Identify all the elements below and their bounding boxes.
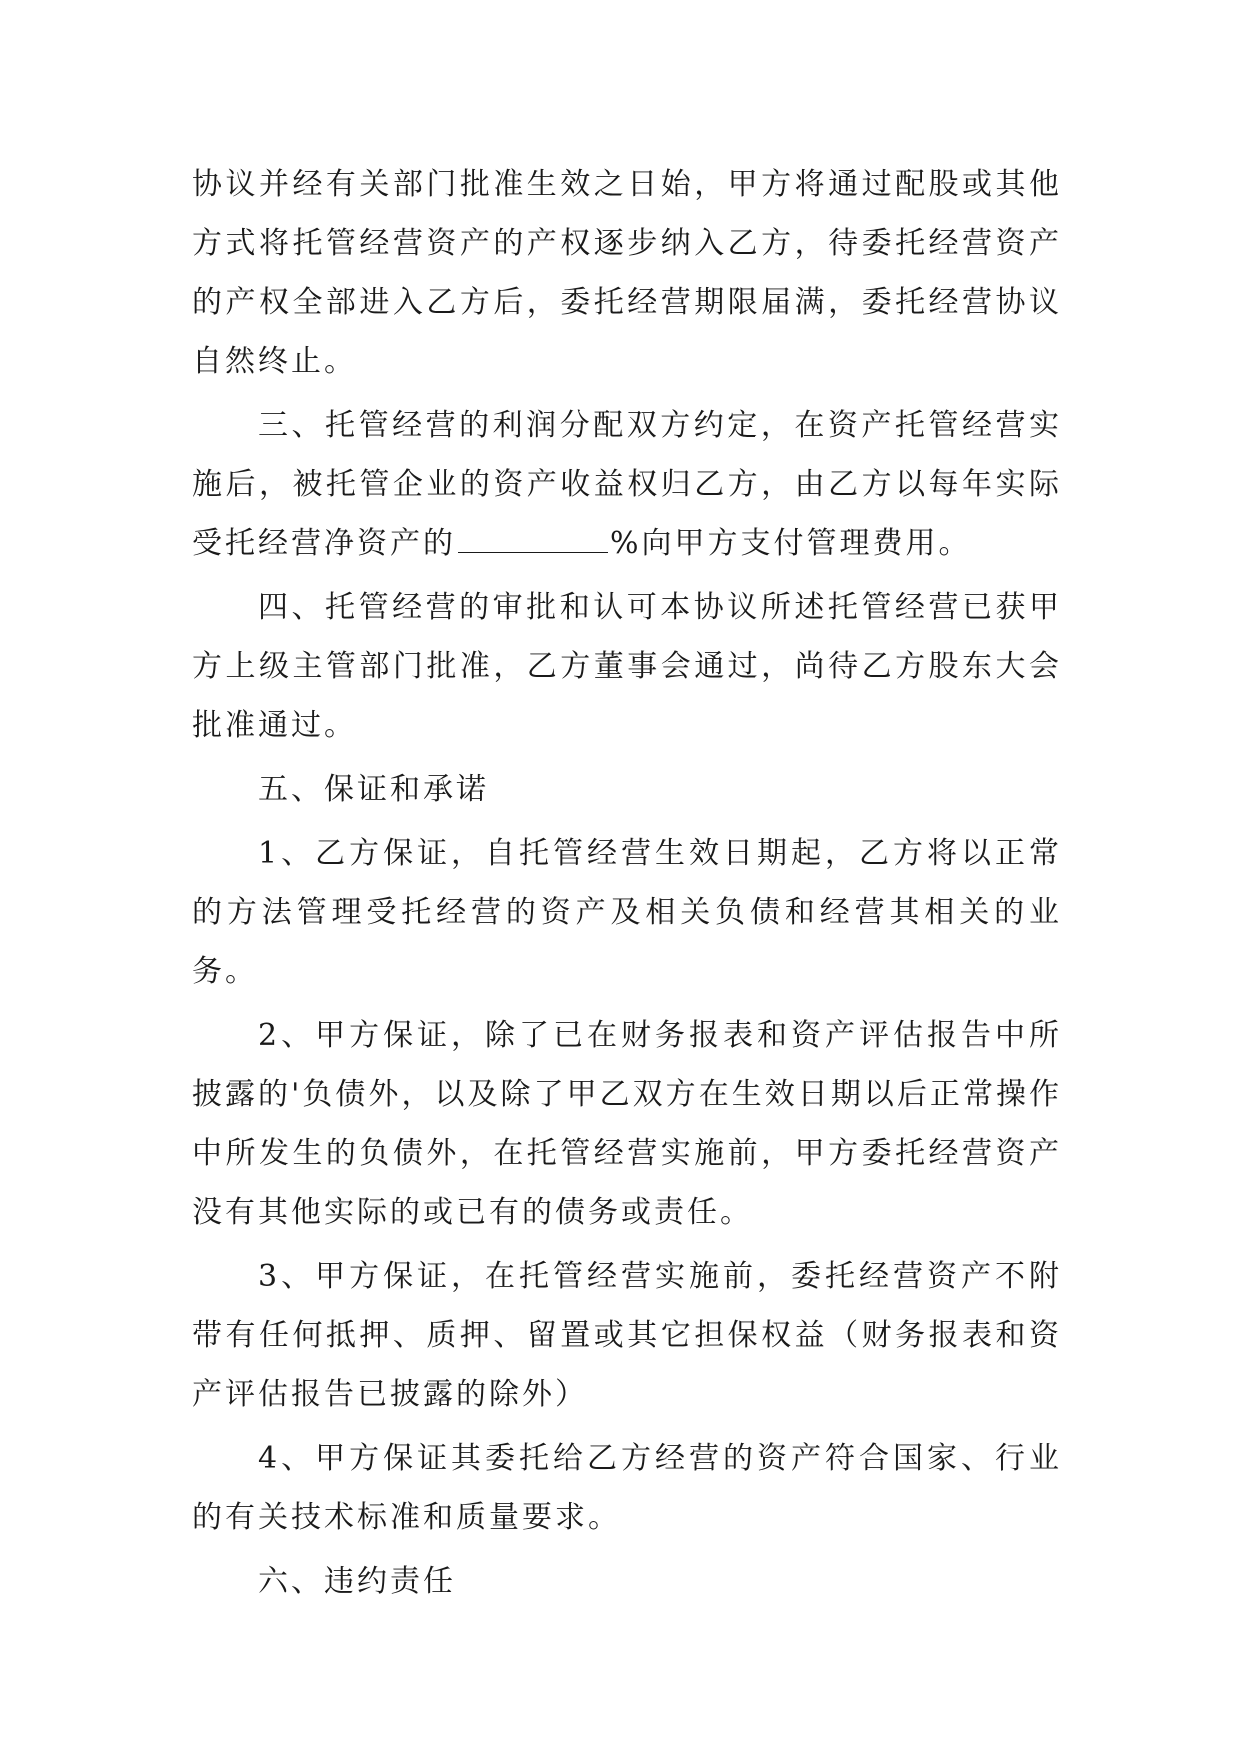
heading-section-5: 五、保证和承诺	[258, 772, 489, 807]
paragraph-text-after-blank: %向甲方支付管理费用。	[610, 526, 972, 561]
paragraph-section-3-profit-distribution	[192, 396, 1062, 573]
paragraph-section-4-approval: 四、托管经营的审批和认可本协议所述托管经营已获甲方上级主管部门批准，乙方董事会通过，尚待乙方股东大会批准通过。	[192, 590, 1062, 743]
paragraph-item-1: 1、乙方保证，自托管经营生效日期起，乙方将以正常的方法管理受托经营的资产及相关负债和经营其相关的业务。	[192, 836, 1062, 989]
fill-in-blank	[458, 526, 608, 553]
paragraph-item-2: 2、甲方保证，除了已在财务报表和资产评估报告中所披露的'负债外，以及除了甲乙双方在生效日期以后正常操作中所发生的负债外，在托管经营实施前，甲方委托经营资产没有其他实际的或已有的债务或责任。	[192, 1018, 1062, 1230]
document-page	[192, 155, 1062, 1611]
paragraph-item-4: 4、甲方保证其委托给乙方经营的资产符合国家、行业的有关技术标准和质量要求。	[192, 1441, 1062, 1535]
paragraph-continuation: 协议并经有关部门批准生效之日始，甲方将通过配股或其他方式将托管经营资产的产权逐步纳入乙方，待委托经营资产的产权全部进入乙方后，委托经营期限届满，委托经营协议自然终止。	[192, 167, 1062, 379]
paragraph-item-3: 3、甲方保证，在托管经营实施前，委托经营资产不附带有任何抵押、质押、留置或其它担保权益（财务报表和资产评估报告已披露的除外）	[192, 1259, 1062, 1412]
heading-section-6: 六、违约责任	[258, 1564, 456, 1599]
paragraph-text: 三、托管经营的利润分配双方约定，在资产托管经营实施后，被托管企业的资产收益权归乙方，由乙方以每年实际受托经营净资产的	[192, 408, 1062, 561]
